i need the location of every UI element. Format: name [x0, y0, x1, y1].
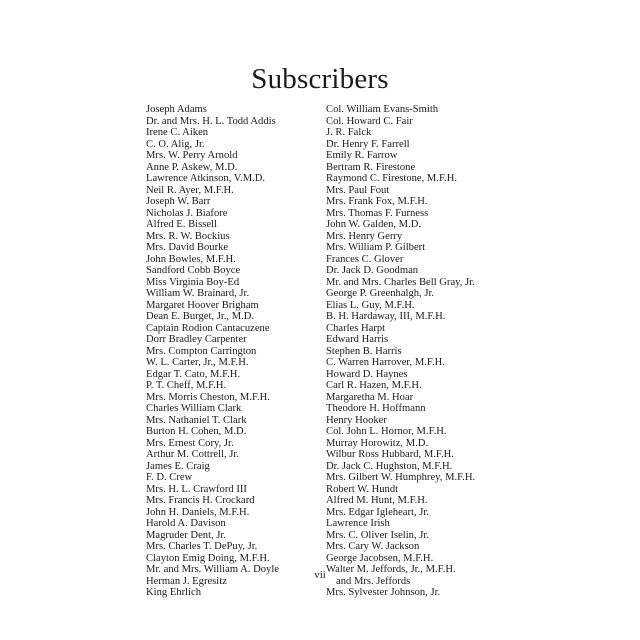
subscriber-name: F. D. Crew	[146, 472, 193, 483]
subscriber-list-right-column	[326, 104, 501, 599]
subscriber-name: Mr. and Mrs. Charles Bell Gray, Jr.	[326, 276, 475, 288]
subscriber-name: Mrs. William P. Gilbert	[326, 242, 426, 253]
subscriber-name: Col. John L. Hornor, M.F.H.	[326, 426, 447, 437]
subscriber-name: Joseph Adams	[146, 104, 207, 115]
subscriber-name: William W. Brainard, Jr.	[146, 288, 250, 299]
subscriber-name: Mrs. Gilbert W. Humphrey, M.F.H.	[326, 472, 476, 483]
subscriber-name: John Bowles, M.F.H.	[146, 253, 236, 265]
subscriber-name: Miss Virginia Boy-Ed	[146, 276, 240, 288]
subscriber-name: J. R. Falck	[326, 127, 372, 138]
subscriber-name: Mrs. Henry Gerry	[326, 230, 403, 242]
subscriber-name: Irene C. Aiken	[146, 127, 209, 138]
subscriber-name: Mrs. Francis H. Crockard	[146, 495, 255, 506]
subscriber-name: Emily R. Farrow	[326, 150, 398, 161]
subscriber-name: Mrs. Compton Carrington	[146, 345, 257, 357]
subscriber-name: Herman J. Egresitz	[146, 575, 227, 587]
subscriber-name: John W. Galden, M.D.	[326, 219, 422, 230]
subscriber-name: and Mrs. Jeffords	[336, 575, 411, 587]
page-number: vii	[314, 569, 326, 581]
subscriber-name: John H. Daniels, M.F.H.	[146, 506, 250, 518]
subscriber-name: B. H. Hardaway, III, M.F.H.	[326, 311, 446, 322]
subscriber-name: James E. Craig	[146, 460, 210, 472]
subscriber-name: Charles William Clark	[146, 403, 242, 414]
subscriber-name: Dr. Henry F. Farrell	[326, 138, 410, 150]
subscriber-name: W. L. Carter, Jr., M.F.H.	[146, 357, 249, 368]
subscriber-name: George Jacobsen, M.F.H.	[326, 552, 434, 564]
subscriber-name: Mrs. Thomas F. Furness	[326, 207, 429, 219]
subscriber-name: Mrs. Paul Fout	[326, 184, 390, 196]
subscriber-name: Mrs. C. Oliver Iselin, Jr.	[326, 529, 429, 541]
subscriber-name: Mrs. Frank Fox, M.F.H.	[326, 196, 428, 207]
subscriber-name: Mrs. Ernest Cory, Jr.	[146, 437, 234, 449]
subscriber-name: Margaretha M. Hoar	[326, 391, 414, 403]
subscriber-name: Lawrence Irish	[326, 518, 390, 529]
subscriber-name: Dr. Jack C. Hughston, M.F.H.	[326, 460, 453, 472]
subscriber-name: Burton H. Cohen, M.D.	[146, 426, 247, 437]
subscriber-name: Mrs. Cary W. Jackson	[326, 541, 420, 552]
subscriber-name: Mrs. Charles T. DePuy, Jr.	[146, 541, 258, 552]
subscriber-name: Mrs. David Bourke	[146, 242, 229, 253]
subscriber-name: Mrs. Morris Cheston, M.F.H.	[146, 391, 270, 403]
subscriber-name: Mrs. Nathaniel T. Clark	[146, 414, 247, 426]
subscriber-name: Clayton Emig Doing, M.F.H.	[146, 552, 270, 564]
subscriber-name: Edward Harris	[326, 334, 389, 345]
subscriber-name: Frances C. Glover	[326, 253, 404, 265]
subscriber-name: Mrs. Sylvester Johnson, Jr.	[326, 587, 441, 598]
subscriber-name: Alfred M. Hunt, M.F.H.	[326, 495, 428, 506]
subscriber-name: C. O. Alig, Jr.	[146, 138, 205, 150]
subscriber-name: Mrs. W. Perry Arnold	[146, 150, 238, 161]
subscriber-name: Sandford Cobb Boyce	[146, 265, 241, 276]
subscriber-name: Carl R. Hazen, M.F.H.	[326, 380, 422, 391]
subscriber-name: Edgar T. Cato, M.F.H.	[146, 368, 241, 380]
subscriber-name: Harold A. Davison	[146, 518, 226, 529]
subscriber-name: Dorr Bradley Carpenter	[146, 334, 247, 345]
subscriber-name: Henry Hooker	[326, 414, 387, 426]
subscriber-name: Dean E. Burget, Jr., M.D.	[146, 311, 255, 322]
subscriber-name: Robert W. Hundt	[326, 483, 399, 495]
subscriber-name: Col. Howard C. Fair	[326, 115, 413, 127]
subscriber-name: Dr. and Mrs. H. L. Todd Addis	[146, 115, 276, 127]
subscriber-name: Howard D. Haynes	[326, 368, 408, 380]
subscriber-name: Captain Rodion Cantacuzene	[146, 322, 270, 334]
subscriber-name: Theodore H. Hoffmann	[326, 403, 426, 414]
subscriber-name: George P. Greenhalgh, Jr.	[326, 288, 435, 299]
subscriber-name: Margaret Hoover Brigham	[146, 299, 259, 311]
subscriber-name: Murray Horowitz, M.D.	[326, 437, 429, 449]
subscriber-name: C. Warren Harrover, M.F.H.	[326, 357, 445, 368]
page-title: Subscribers	[251, 63, 389, 95]
subscriber-name: Anne P. Askew, M.D.	[146, 161, 238, 173]
subscriber-name: Stephen B. Harris	[326, 345, 402, 357]
subscriber-name: Neil R. Ayer, M.F.H.	[146, 184, 234, 196]
subscriber-list-left-column	[146, 104, 311, 599]
subscriber-name: Mrs. H. L. Crawford III	[146, 483, 247, 495]
subscriber-name: King Ehrlich	[146, 587, 202, 598]
subscriber-name: Arthur M. Cottrell, Jr.	[146, 449, 239, 460]
subscriber-name: Charles Harpt	[326, 322, 386, 334]
subscriber-name: Col. William Evans-Smith	[326, 104, 439, 115]
subscriber-name: Dr. Jack D. Goodman	[326, 265, 419, 276]
subscriber-name: P. T. Cheff, M.F.H.	[146, 380, 227, 391]
subscriber-name: Mrs. Edgar Igleheart, Jr.	[326, 506, 429, 518]
subscriber-name: Elias L. Guy, M.F.H.	[326, 299, 415, 311]
subscriber-name: Magruder Dent, Jr.	[146, 529, 227, 541]
subscriber-name: Raymond C. Firestone, M.F.H.	[326, 173, 457, 184]
subscriber-name: Wilbur Ross Hubbard, M.F.H.	[326, 449, 454, 460]
subscriber-name: Joseph W. Barr	[146, 196, 211, 207]
subscriber-name: Walter M. Jeffords, Jr., M.F.H.	[326, 564, 456, 575]
subscriber-name: Mrs. R. W. Bockius	[146, 230, 230, 242]
subscriber-name: Nicholas J. Biafore	[146, 207, 228, 219]
subscriber-name: Bertram R. Firestone	[326, 161, 416, 173]
subscriber-name: Lawrence Atkinson, V.M.D.	[146, 173, 266, 184]
subscriber-name: Mr. and Mrs. William A. Doyle	[146, 564, 279, 575]
subscriber-name: Alfred E. Bissell	[146, 219, 217, 230]
